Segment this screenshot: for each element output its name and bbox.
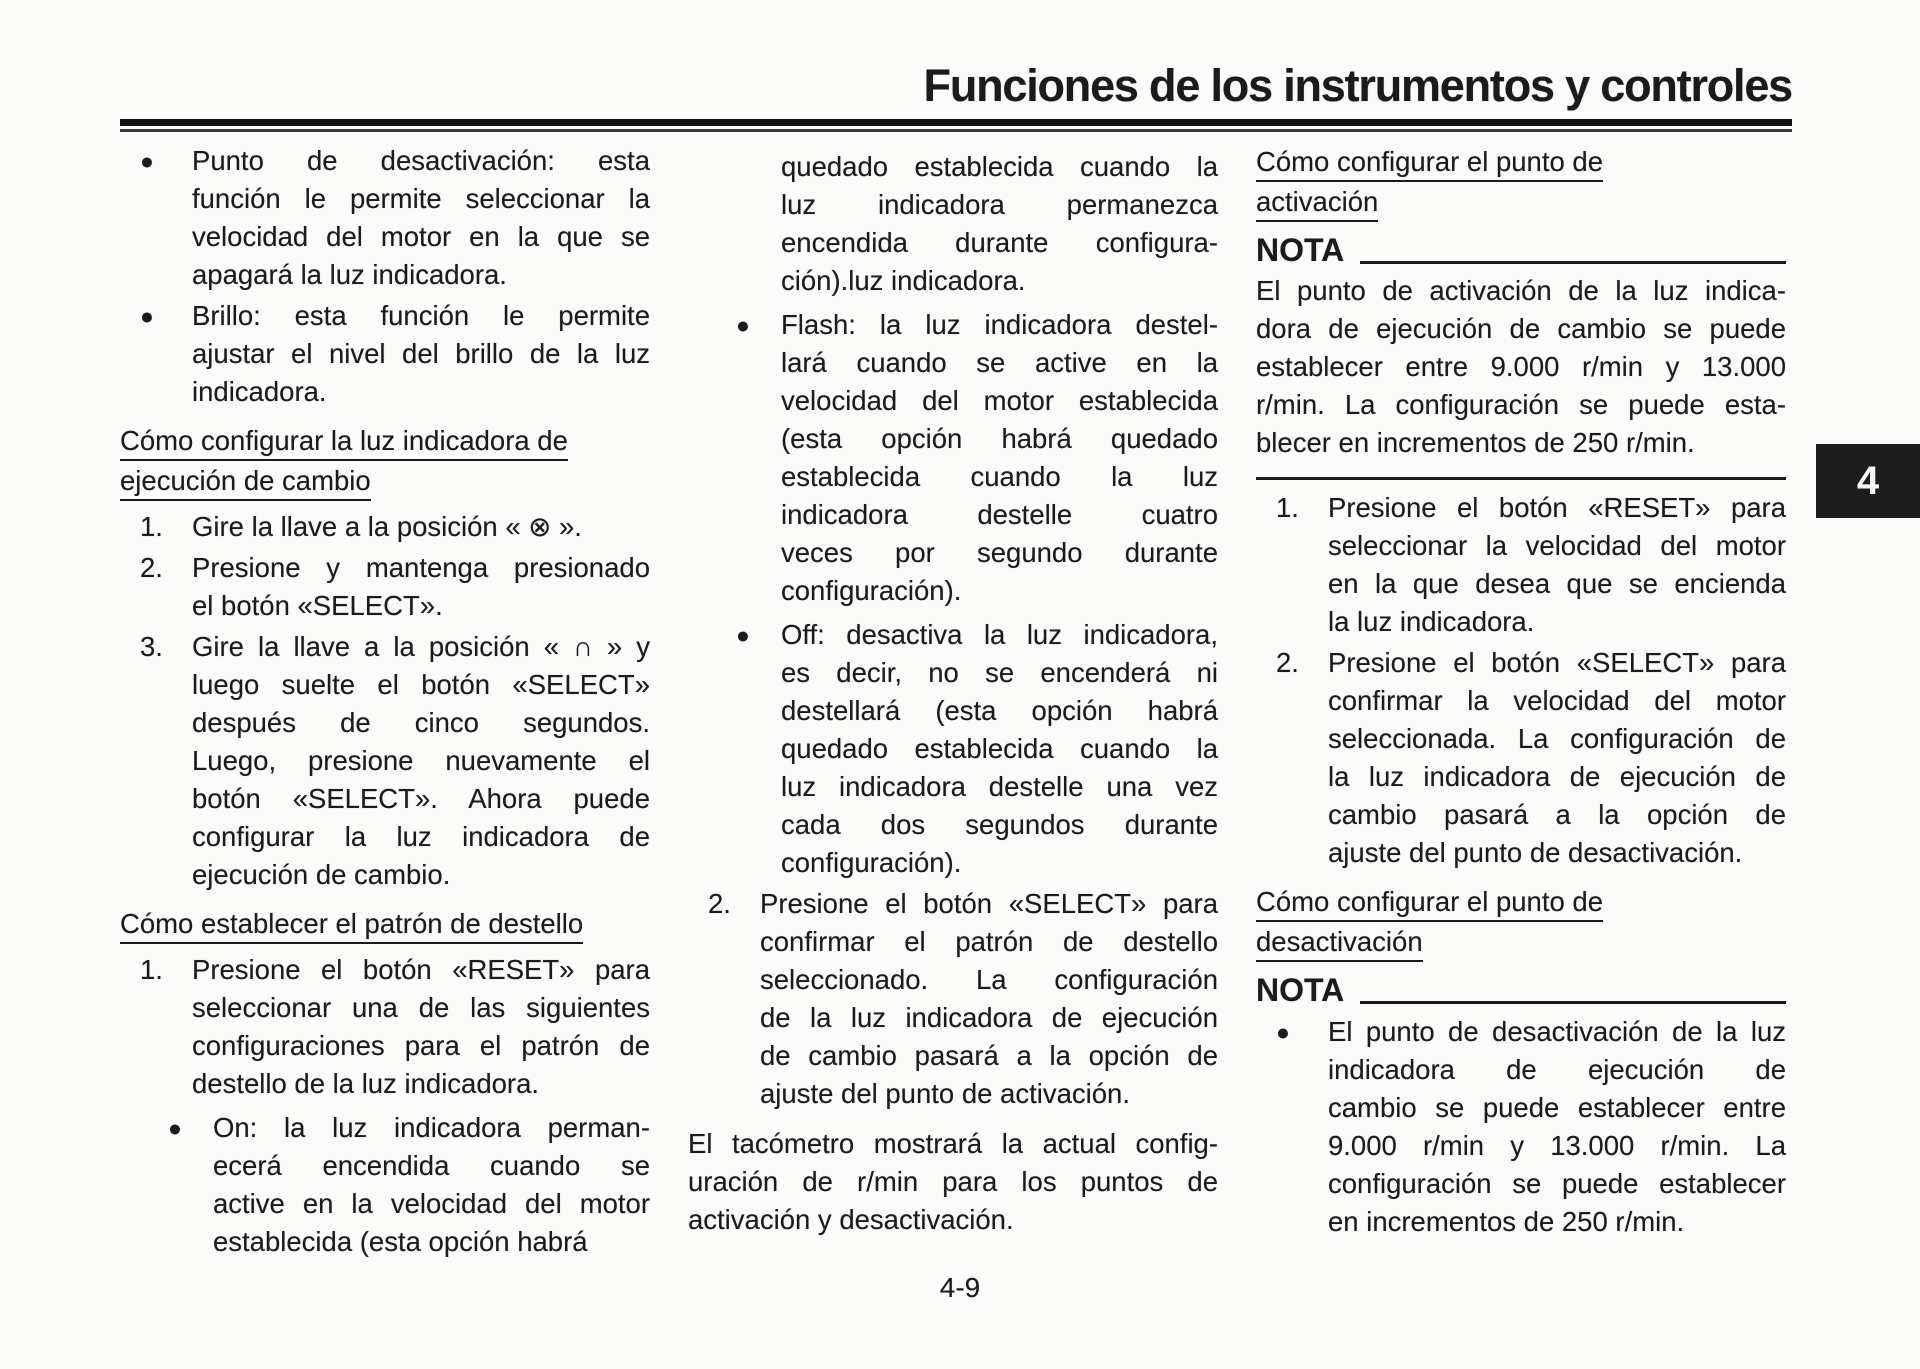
list-item	[688, 306, 1218, 610]
list-item	[120, 1109, 650, 1261]
text-line: luz indicadora permanezca	[781, 189, 1218, 220]
text-line: quedado establecida cuando la	[781, 151, 1218, 182]
number-marker: 2.	[140, 552, 163, 583]
list-item	[688, 148, 1218, 300]
text-line: encendida durante configura-	[781, 227, 1218, 258]
text-line: después de cinco segundos.	[192, 707, 650, 738]
list-item	[688, 616, 1218, 882]
text-line: r/min. La configuración se puede esta-	[1256, 389, 1786, 420]
text-line: Off: desactiva la luz indicadora,	[781, 619, 1218, 650]
text-line: Brillo: esta función le permite	[192, 300, 650, 331]
text-line: active en la velocidad del motor	[213, 1188, 650, 1219]
page-content	[120, 142, 1786, 1261]
text-line: luego suelte el botón «SELECT»	[192, 669, 650, 700]
number-marker: 1.	[140, 954, 163, 985]
text-line: configurar la luz indicadora de	[192, 821, 650, 852]
number-marker: 2.	[708, 888, 731, 919]
heading-text: Cómo configurar el punto de	[1256, 146, 1603, 182]
note-header	[1256, 970, 1786, 1010]
number-marker: 1.	[1276, 492, 1299, 523]
text-line: destellará (esta opción habrá	[781, 695, 1218, 726]
list-item	[120, 297, 650, 411]
heading-text: activación	[1256, 186, 1378, 222]
text-line: confirmar el patrón de destello	[760, 926, 1218, 957]
bullet-marker: ●	[140, 148, 154, 174]
heading-text: Cómo configurar la luz indicadora de	[120, 425, 568, 461]
paragraph	[1256, 272, 1786, 462]
text-column-3	[1256, 142, 1786, 1261]
text-line: la luz indicadora de ejecución de	[1328, 761, 1786, 792]
heading-text: ejecución de cambio	[120, 465, 371, 501]
text-line: cada dos segundos durante	[781, 809, 1218, 840]
note-rule-line	[1360, 1001, 1786, 1004]
bullet-marker: ●	[736, 622, 750, 648]
bullet-marker: ●	[736, 312, 750, 338]
text-line: es decir, no se encenderá ni	[781, 657, 1218, 688]
text-line: en incrementos de 250 r/min.	[1328, 1206, 1685, 1237]
text-line: configuración se puede establecer	[1328, 1168, 1786, 1199]
number-marker: 2.	[1276, 647, 1299, 678]
text-line: configuraciones para el patrón de	[192, 1030, 650, 1061]
text-line: configuración).	[781, 847, 962, 878]
text-line: en la que desea que se encienda	[1328, 568, 1786, 599]
paragraph	[688, 1125, 1218, 1239]
list-item	[1256, 489, 1786, 641]
section-heading	[120, 421, 650, 501]
text-line: ajuste del punto de activación.	[760, 1078, 1130, 1109]
text-column-2	[688, 142, 1218, 1261]
text-line: indicadora destelle cuatro	[781, 499, 1218, 530]
text-line: Gire la llave a la posición « ⊗ ».	[192, 511, 582, 542]
text-line: la luz indicadora.	[1328, 606, 1535, 637]
list-item	[1256, 1013, 1786, 1241]
heading-text: Cómo establecer el patrón de destello	[120, 908, 583, 944]
text-line: cambio pasará a la opción de	[1328, 799, 1786, 830]
hanging-indent	[736, 148, 781, 300]
note-header	[1256, 230, 1786, 270]
page-number: 4-9	[939, 1272, 981, 1303]
text-line: Gire la llave a la posición « ∩ » y	[192, 631, 650, 662]
text-line: establecer entre 9.000 r/min y 13.000	[1256, 351, 1786, 382]
text-line: configuración).	[781, 575, 962, 606]
list-item	[120, 142, 650, 294]
note-label: NOTA	[1256, 232, 1345, 268]
text-line: El tacómetro mostrará la actual config-	[688, 1128, 1218, 1159]
text-line: veces por segundo durante	[781, 537, 1218, 568]
text-line: velocidad del motor en la que se	[192, 221, 650, 252]
text-line: indicadora.	[192, 376, 327, 407]
text-line: 9.000 r/min y 13.000 r/min. La	[1328, 1130, 1786, 1161]
text-line: Presione el botón «SELECT» para	[760, 888, 1218, 919]
heading-text: Cómo configurar el punto de	[1256, 886, 1603, 922]
list-item	[688, 885, 1218, 1113]
page-title: Funciones de los instrumentos y controles	[923, 60, 1792, 111]
text-line: On: la luz indicadora perman-	[213, 1112, 650, 1143]
text-line: establecida (esta opción habrá	[213, 1226, 588, 1257]
number-marker: 3.	[140, 631, 163, 662]
text-line: ecerá encendida cuando se	[213, 1150, 650, 1181]
text-line: lará cuando se active en la	[781, 347, 1218, 378]
text-line: Flash: la luz indicadora destel-	[781, 309, 1218, 340]
text-line: uración de r/min para los puntos de	[688, 1166, 1218, 1197]
section-heading	[1256, 882, 1786, 962]
chapter-tab: 4	[1816, 444, 1920, 518]
text-line: activación y desactivación.	[688, 1204, 1014, 1235]
text-line: El punto de activación de la luz indica-	[1256, 275, 1786, 306]
section-heading	[1256, 142, 1786, 222]
bullet-marker: ●	[1276, 1019, 1290, 1045]
text-line: Punto de desactivación: esta	[192, 145, 650, 176]
text-line: (esta opción habrá quedado	[781, 423, 1218, 454]
list-item	[120, 508, 650, 546]
note-rule-line	[1360, 261, 1786, 264]
text-line: Presione y mantenga presionado	[192, 552, 650, 583]
text-line: seleccionar la velocidad del motor	[1328, 530, 1786, 561]
text-line: de cambio pasará a la opción de	[760, 1040, 1218, 1071]
text-line: El punto de desactivación de la luz	[1328, 1016, 1786, 1047]
note-label: NOTA	[1256, 972, 1345, 1008]
text-line: velocidad del motor establecida	[781, 385, 1218, 416]
text-line: el botón «SELECT».	[192, 590, 443, 621]
text-line: ción).luz indicadora.	[781, 265, 1026, 296]
section-heading	[120, 904, 650, 944]
bullet-marker: ●	[168, 1115, 182, 1141]
bullet-marker: ●	[140, 303, 154, 329]
text-line: Presione el botón «RESET» para	[1328, 492, 1786, 523]
text-line: ajustar el nivel del brillo de la luz	[192, 338, 650, 369]
text-line: ajuste del punto de desactivación.	[1328, 837, 1743, 868]
heading-text: desactivación	[1256, 926, 1423, 962]
text-line: función le permite seleccionar la	[192, 183, 650, 214]
note-end-rule	[1256, 477, 1786, 480]
list-item	[120, 951, 650, 1103]
text-line: cambio se puede establecer entre	[1328, 1092, 1786, 1123]
text-line: Luego, presione nuevamente el	[192, 745, 650, 776]
text-line: Presione el botón «SELECT» para	[1328, 647, 1786, 678]
text-line: dora de ejecución de cambio se puede	[1256, 313, 1786, 344]
text-line: apagará la luz indicadora.	[192, 259, 507, 290]
number-marker: 1.	[140, 511, 163, 542]
text-line: luz indicadora destelle una vez	[781, 771, 1218, 802]
title-double-rule	[120, 119, 1792, 132]
text-line: Presione el botón «RESET» para	[192, 954, 650, 985]
text-line: seleccionar una de las siguientes	[192, 992, 650, 1023]
list-item	[120, 549, 650, 625]
text-line: ejecución de cambio.	[192, 859, 451, 890]
text-line: seleccionada. La configuración de	[1328, 723, 1786, 754]
text-line: blecer en incrementos de 250 r/min.	[1256, 427, 1695, 458]
text-line: seleccionado. La configuración	[760, 964, 1218, 995]
list-item	[1256, 644, 1786, 872]
text-line: quedado establecida cuando la	[781, 733, 1218, 764]
list-item	[120, 628, 650, 894]
text-line: indicadora de ejecución de	[1328, 1054, 1786, 1085]
text-line: botón «SELECT». Ahora puede	[192, 783, 650, 814]
text-line: destello de la luz indicadora.	[192, 1068, 540, 1099]
text-line: establecida cuando la luz	[781, 461, 1218, 492]
text-line: confirmar la velocidad del motor	[1328, 685, 1786, 716]
text-line: de la luz indicadora de ejecución	[760, 1002, 1218, 1033]
text-column-1	[120, 142, 650, 1261]
